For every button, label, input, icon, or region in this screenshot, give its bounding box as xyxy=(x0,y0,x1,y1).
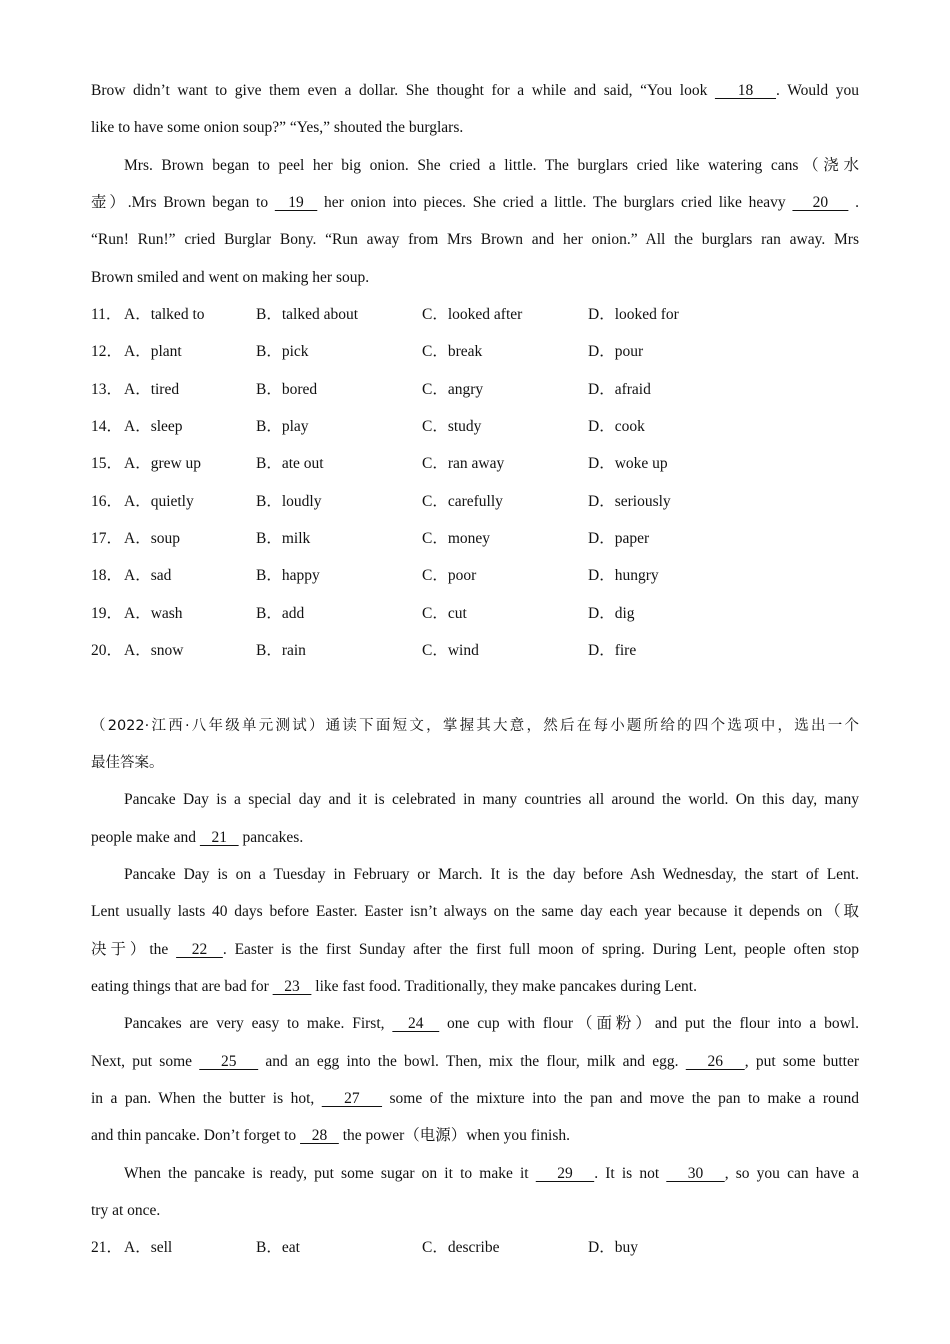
question-number: 15． xyxy=(91,455,123,472)
option-d[interactable]: D．paper xyxy=(588,530,650,547)
text-segment: . Would you xyxy=(776,82,860,99)
option-a[interactable]: A．grew up xyxy=(124,455,202,472)
option-a[interactable]: A．tired xyxy=(124,381,180,398)
option-d[interactable]: D．looked for xyxy=(588,306,679,323)
option-c[interactable]: C．angry xyxy=(422,381,484,398)
option-c[interactable]: C．wind xyxy=(422,642,479,659)
option-a[interactable]: A．quietly xyxy=(124,493,194,510)
option-c[interactable]: C．ran away xyxy=(422,455,505,472)
passage1-line-4 xyxy=(91,191,859,215)
option-b[interactable]: B．play xyxy=(256,418,309,435)
text-segment: people make and xyxy=(91,829,200,846)
text-segment: . Easter is the first Sunday after the first full moon of spring. During Lent, people often stop xyxy=(222,941,860,958)
passage1-line-3: Mrs. Brown began to peel her big onion. She cried a little. The burglars cried like watering cans（浇水 xyxy=(124,157,859,174)
option-c[interactable]: C．carefully xyxy=(422,493,503,510)
option-a[interactable]: A．sell xyxy=(124,1239,173,1256)
option-b[interactable]: B．talked about xyxy=(256,306,359,323)
option-b[interactable]: B．milk xyxy=(256,530,311,547)
section-instructions-line-1: （2022·江西·八年级单元测试）通读下面短文，掌握其大意，然后在每小题所给的四个选项中，选出一个 xyxy=(91,718,859,734)
question-number: 13． xyxy=(91,381,123,398)
question-number: 20． xyxy=(91,642,123,659)
option-d[interactable]: D．buy xyxy=(588,1239,638,1256)
option-b[interactable]: B．ate out xyxy=(256,455,324,472)
option-a[interactable]: A．plant xyxy=(124,343,182,360)
passage2-line-8 xyxy=(91,1050,859,1074)
passage2-line-9 xyxy=(91,1087,859,1111)
blank-30: 30 xyxy=(666,1165,725,1182)
option-d[interactable]: D．woke up xyxy=(588,455,668,472)
option-c[interactable]: C．money xyxy=(422,530,491,547)
text-segment: one cup with flour（面粉）and put the flour into a bowl. xyxy=(439,1015,859,1032)
text-segment: , so you can have a xyxy=(724,1165,860,1182)
blank-28: 28 xyxy=(300,1127,339,1144)
question-number: 19． xyxy=(91,605,123,622)
text-segment: . xyxy=(848,194,860,211)
option-d[interactable]: D．seriously xyxy=(588,493,671,510)
option-d[interactable]: D．hungry xyxy=(588,567,659,584)
option-b[interactable]: B．pick xyxy=(256,343,309,360)
option-b[interactable]: B．eat xyxy=(256,1239,300,1256)
text-segment: , put some butter xyxy=(744,1053,859,1070)
question-number: 14． xyxy=(91,418,123,435)
passage2-line-5 xyxy=(91,938,859,962)
passage2-line-7 xyxy=(124,1012,859,1036)
text-segment: . It is not xyxy=(594,1165,667,1182)
question-number: 16． xyxy=(91,493,123,510)
question-row xyxy=(91,378,859,402)
option-c[interactable]: C．cut xyxy=(422,605,467,622)
option-a[interactable]: A．snow xyxy=(124,642,184,659)
option-b[interactable]: B．rain xyxy=(256,642,306,659)
passage1-line-2: like to have some onion soup?” “Yes,” shouted the burglars. xyxy=(91,119,464,136)
question-row xyxy=(91,415,859,439)
option-a[interactable]: A．sad xyxy=(124,567,172,584)
text-segment: pancakes. xyxy=(238,829,304,846)
passage2-line-10 xyxy=(91,1124,859,1148)
passage1-line-5: “Run! Run!” cried Burglar Bony. “Run away from Mrs Brown and her onion.” All the burglars ran away. Mrs xyxy=(91,231,859,248)
text-segment: eating things that are bad for xyxy=(91,978,273,995)
blank-25: 25 xyxy=(199,1053,259,1070)
passage1-line-1 xyxy=(91,79,859,103)
passage1-line-6: Brown smiled and went on making her soup. xyxy=(91,269,370,286)
text-segment: like fast food. Traditionally, they make pancakes during Lent. xyxy=(311,978,697,995)
text-segment: When the pancake is ready, put some sugar on it to make it xyxy=(124,1165,536,1182)
option-d[interactable]: D．afraid xyxy=(588,381,651,398)
text-segment: in a pan. When the butter is hot, xyxy=(91,1090,322,1107)
question-row xyxy=(91,527,859,551)
question-row xyxy=(91,1236,859,1260)
option-b[interactable]: B．add xyxy=(256,605,305,622)
passage2-line-2 xyxy=(91,826,859,850)
blank-23: 23 xyxy=(272,978,312,995)
option-c[interactable]: C．looked after xyxy=(422,306,523,323)
blank-20: 20 xyxy=(792,194,849,211)
passage2-line-6 xyxy=(91,975,859,999)
passage2-line-12: try at once. xyxy=(91,1202,161,1219)
question-number: 21． xyxy=(91,1239,123,1256)
option-a[interactable]: A．wash xyxy=(124,605,183,622)
option-d[interactable]: D．pour xyxy=(588,343,644,360)
blank-18: 18 xyxy=(714,82,777,99)
blank-19: 19 xyxy=(274,194,318,211)
passage2-line-3: Pancake Day is on a Tuesday in February or March. It is the day before Ash Wednesday, the start of Lent. xyxy=(124,866,859,883)
question-number: 17． xyxy=(91,530,123,547)
blank-21: 21 xyxy=(199,829,239,846)
question-row xyxy=(91,303,859,327)
blank-26: 26 xyxy=(685,1053,745,1070)
question-row xyxy=(91,639,859,663)
blank-22: 22 xyxy=(176,941,223,958)
question-number: 11． xyxy=(91,306,122,323)
option-d[interactable]: D．fire xyxy=(588,642,637,659)
option-d[interactable]: D．dig xyxy=(588,605,635,622)
question-row xyxy=(91,490,859,514)
question-row xyxy=(91,340,859,364)
option-c[interactable]: C．study xyxy=(422,418,482,435)
blank-24: 24 xyxy=(392,1015,440,1032)
text-segment: Next, put some xyxy=(91,1053,200,1070)
question-number: 18． xyxy=(91,567,123,584)
passage2-line-1: Pancake Day is a special day and it is celebrated in many countries all around the world. On this day, many xyxy=(124,791,859,808)
option-c[interactable]: C．break xyxy=(422,343,483,360)
passage2-line-11 xyxy=(124,1162,859,1186)
question-row xyxy=(91,564,859,588)
blank-27: 27 xyxy=(321,1090,383,1107)
option-a[interactable]: A．talked to xyxy=(124,306,205,323)
option-d[interactable]: D．cook xyxy=(588,418,645,435)
text-segment: and thin pancake. Don’t forget to xyxy=(91,1127,301,1144)
blank-29: 29 xyxy=(535,1165,595,1182)
text-segment: Brow didn’t want to give them even a dollar. She thought for a while and said, “You look xyxy=(91,82,715,99)
option-a[interactable]: A．soup xyxy=(124,530,180,547)
option-c[interactable]: C．poor xyxy=(422,567,477,584)
option-a[interactable]: A．sleep xyxy=(124,418,183,435)
text-segment: the power（电源）when you finish. xyxy=(338,1127,570,1144)
option-c[interactable]: C．describe xyxy=(422,1239,500,1256)
question-row xyxy=(91,602,859,626)
section-instructions-line-2: 最佳答案。 xyxy=(91,755,164,771)
text-segment: Pancakes are very easy to make. First, xyxy=(124,1015,393,1032)
text-segment: her onion into pieces. She cried a little. The burglars cried like heavy xyxy=(317,194,793,211)
text-segment: 决于）the xyxy=(91,941,177,958)
text-segment: and an egg into the bowl. Then, mix the flour, milk and egg. xyxy=(258,1053,686,1070)
option-b[interactable]: B．loudly xyxy=(256,493,322,510)
question-number: 12． xyxy=(91,343,123,360)
text-segment: some of the mixture into the pan and move the pan to make a round xyxy=(382,1090,860,1107)
text-segment: 壶）.Mrs Brown began to xyxy=(91,194,275,211)
option-b[interactable]: B．happy xyxy=(256,567,320,584)
passage2-line-4: Lent usually lasts 40 days before Easter. Easter isn’t always on the same day each year because it depends on（取 xyxy=(91,903,859,920)
question-row xyxy=(91,452,859,476)
option-b[interactable]: B．bored xyxy=(256,381,318,398)
